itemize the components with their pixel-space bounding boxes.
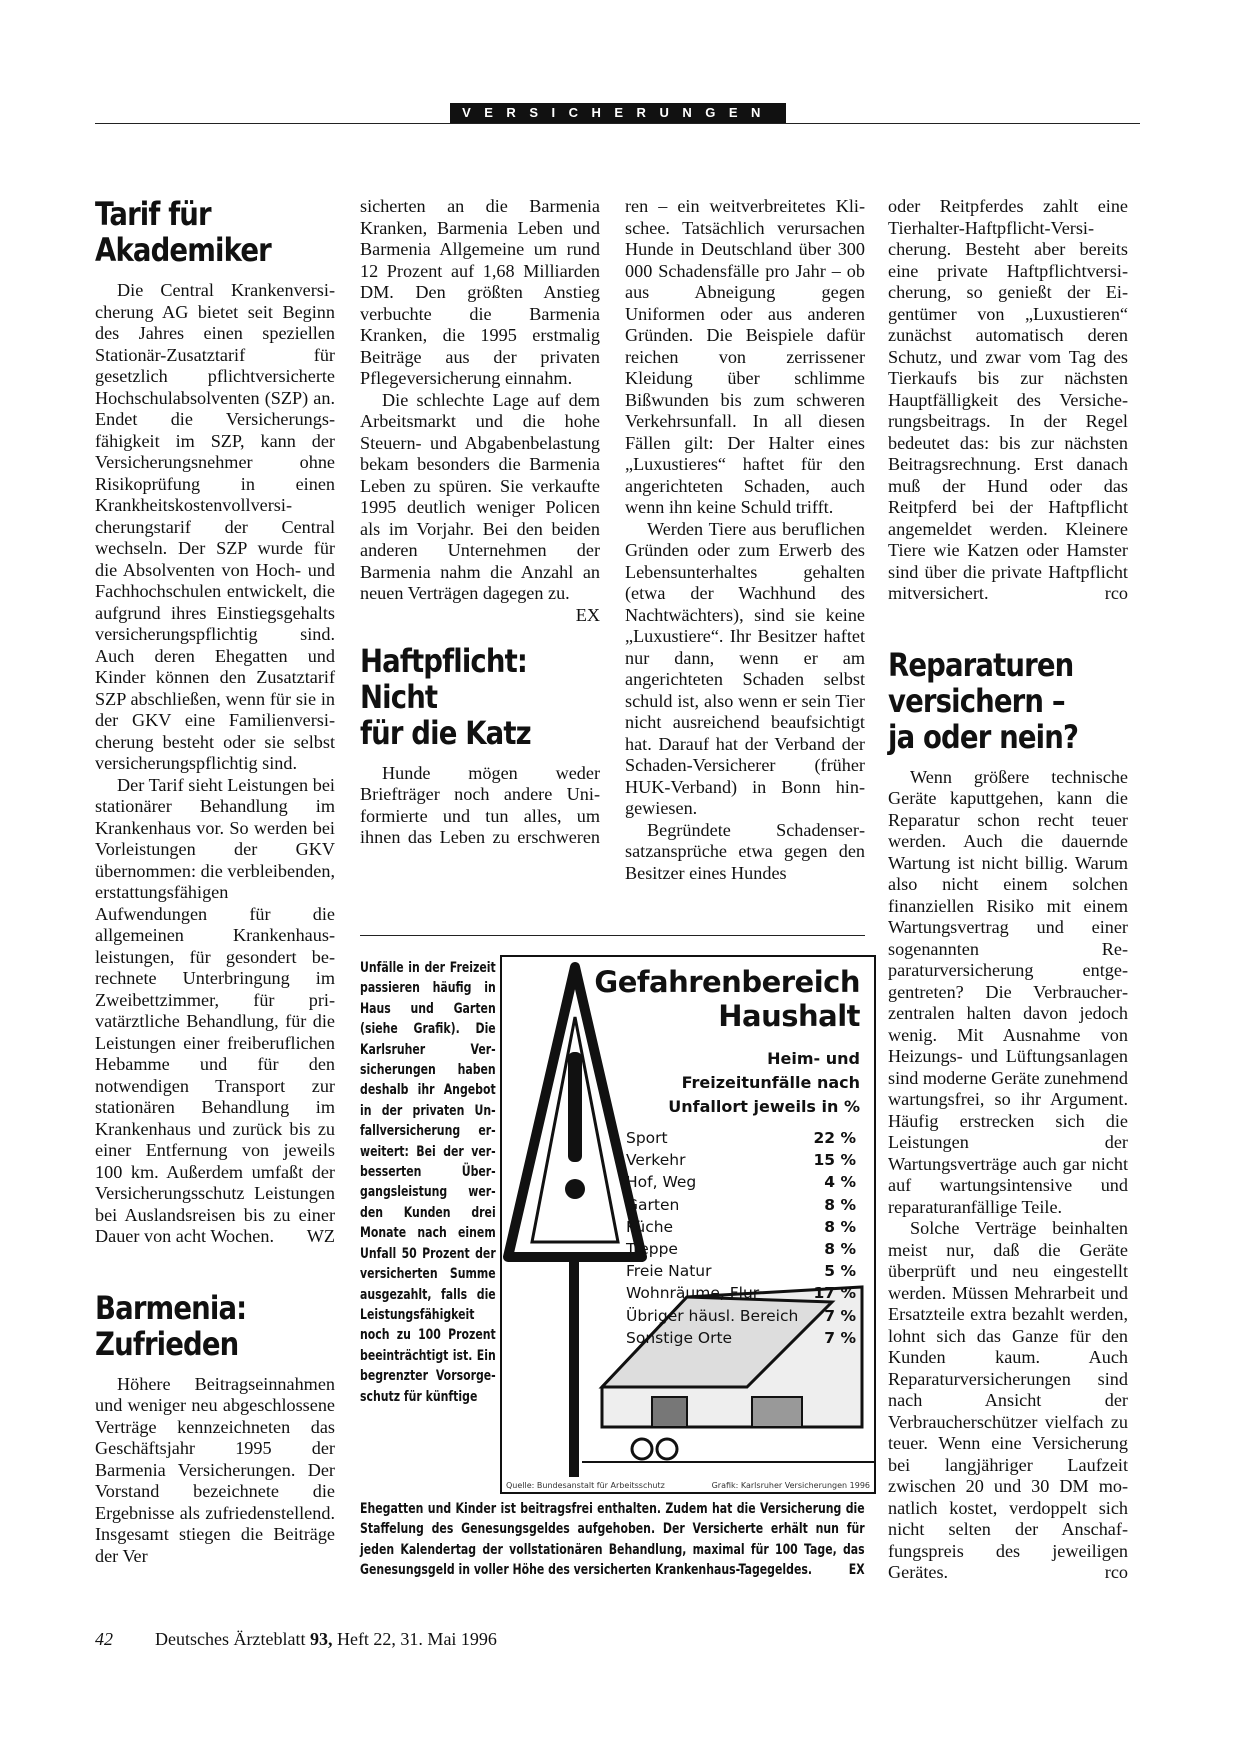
table-row-value: 8 % (824, 1239, 856, 1258)
graphic-title: Gefahrenbereich Haushalt (594, 965, 860, 1033)
table-row-value: 4 % (824, 1173, 856, 1192)
sidebar-signature: EX (848, 1562, 865, 1579)
table-row (626, 1194, 856, 1216)
article-2-title-line: Barmenia: (95, 1288, 247, 1327)
graphic-subtitle: Heim- und Freizeitunfälle nach Unfallort jeweils in % (668, 1049, 860, 1116)
table-row (626, 1171, 856, 1193)
table-row-label: Treppe (626, 1239, 678, 1258)
journal-issue: Heft 22, 31. Mai 1996 (336, 1629, 497, 1649)
table-row-value: 15 % (813, 1151, 856, 1170)
article-4-paragraph: Wenn größere technische Geräte kaputtgehen, kann die Reparatur schon recht teuer werden. Auch die dauernde Wartung ist nicht billig. Warum also nicht einem solchen finanziellen Risiko mit einem Wartungsvertrag und einer sogenannten Reparaturversicherung entgegentreten? Die Verbraucherzentralen halten davon jedoch wenig. Mit Ausnahme von Heizungs- und Lüftungsanlagen sind moderne Geräte zunehmend wartungsfrei, so ihr Argument. Häufig erstrecken sich die Leistungen der Wartungsverträge auch gar nicht auf wartungsintensive und reparaturanfällige Teile. (888, 766, 1128, 1217)
section-kicker: VERSICHERUNGEN (450, 103, 786, 123)
table-row (626, 1149, 856, 1171)
article-1-paragraph: Der Tarif sieht Leistungen bei stationärer Behandlung im Krankenhaus vor. So werden bei Vorleistungen der GKV übernommen: die verbleibenden, erstattungsfähigen Aufwendungen für die allgemeinen Krankenhausleistungen, für gesondert berechnete Unterbringung im Zweibettzimmer, für privatärztliche Behandlung, für die Leistungen einer freiberuflichen Hebamme und für den notwendigen Transport zur stationären Behandlung im Krankenhaus und zurück bis zu einer Entfernung von jeweils 100 km. Außerdem umfaßt der Versicherungsschutz Leistungen bei Auslandsreisen bis zu einer Dauer von acht Wochen. WZ (95, 774, 335, 1246)
table-row-label: Verkehr (626, 1151, 686, 1170)
table-row-label: Wohnräume, Flur (626, 1284, 760, 1303)
table-row-value: 8 % (824, 1217, 856, 1236)
accident-graphic (500, 955, 876, 1494)
article-3-title-line: Haftpflicht: (360, 641, 528, 680)
article-2-paragraph-continued: sicherten an die Barmenia Kranken, Barmenia Leben und Barmenia Allgemeine um rund 12 Prozent auf 1,68 Milliarden DM. Den größten Anstieg verbuchte die Barmenia Kranken, die 1995 erstmalig Beiträge aus der privaten Pflegeversicherung einnahm. (360, 196, 600, 388)
sidebar-text-wide: Ehegatten und Kinder ist beitragsfrei enthalten. Zudem hat die Versicherung die Staffelung des Genesungsgeldes aufgehoben. Der Versicherte erhält nun für jeden Kalendertag der vollstationären Behandlung, maximal für 100 Tage, das Genesungsgeld in voller Höhe des versicherten Krankenhaus-Tagegeldes. EX (360, 1499, 865, 1581)
article-2-paragraph: Höhere Beitragseinnahmen und weniger neu abgeschlossene Verträge kennzeichneten das Geschäftsjahr 1995 der Barmenia Versicherungen. Der Vorstand bezeichnete die Ergebnisse als zufriedenstellend. Insgesamt stiegen die Beiträge der Ver (95, 1373, 335, 1566)
journal-volume: 93, (309, 1629, 333, 1649)
article-4-title-line: versichern – (888, 681, 1065, 720)
table-row-value: 7 % (824, 1328, 856, 1347)
table-row (626, 1260, 856, 1282)
article-4-signature: rco (1104, 1562, 1128, 1582)
table-row (626, 1282, 856, 1304)
graphic-source: Quelle: Bundesanstalt für Arbeitsschutz (506, 1481, 665, 1490)
article-3-signature: rco (1104, 583, 1128, 603)
page-number: 42 (95, 1629, 113, 1649)
table-row-value: 22 % (813, 1129, 856, 1147)
sidebar-rule (360, 935, 865, 936)
journal-line (155, 1629, 497, 1650)
graphic-credit: Grafik: Karlsruher Versicherungen 1996 (711, 1481, 870, 1490)
table-row-value: 8 % (824, 1195, 856, 1214)
article-2-signature: EX (575, 604, 600, 625)
table-row-label: Freie Natur (626, 1262, 712, 1281)
table-row-value: 17 % (813, 1284, 856, 1303)
column-1 (95, 196, 335, 1567)
article-1-paragraph: Die Central Krankenversicherung AG bietet seit Beginn des Jahres einen speziellen Stationär-Zusatztarif für gesetzlich pflichtversicherte Hochschulabsolventen (SZP) an. Endet die Versicherungsfähigkeit im SZP, kann der Versicherungsnehmer ohne Risikoprüfung in einen Krankheitskostenvollversicherungstarif der Central wechseln. Der SZP wurde für die Absolventen von Hoch- und Fachhochschulen entwickelt, die aufgrund ihres Einstiegsgehalts versicherungspflichtig sind. Auch deren Ehegatten und Kinder können den Zusatztarif SZP abschließen, wenn für sie in der GKV eine Familienversicherung besteht oder sie selbst versicherungspflichtig sind. (95, 280, 335, 773)
article-3-paragraph-end: oder Reitpferdes zahlt eine Tierhalter-Haftpflicht-Versicherung. Besteht aber bereits eine private Haftpflichtversicherung, so genießt der Eigentümer von „Luxustieren“ zunächst automatisch deren Schutz, und zwar vom Tag des Tierkaufs bis zur nächsten Hauptfälligkeit des Versicherungsbeitrags. In der Regel bedeutet das: bis zur nächsten Beitragsrechnung. Erst danach muß der Hund oder das Reitpferd bei der Haftpflicht angemeldet werden. Kleinere Tiere wie Katzen oder Hamster sind über die private Haftpflicht mitversichert. rco (888, 196, 1128, 603)
sidebar-text: Unfälle in der Freizeit passieren häufig in Haus und Garten (siehe Grafik). Die Karlsruher Versicherungen haben deshalb ihr Angebot in der privaten Unfallversicherung erweitert: Bei der verbesserten Übergangsleistung werden Kunden drei Monate nach einem Unfall 50 Prozent der versicherten Summe ausgezahlt, falls die Leistungsfähigkeit noch zu 100 Prozent beeinträchtigt ist. Ein begrenzter Vorsorgeschutz für künftige (360, 960, 496, 1405)
article-3-paragraph: Werden Tiere aus beruflichen Gründen oder zum Erwerb des Lebensunterhaltes gehalten (etwa der Wachhund des Nachtwächters), sind sie keine „Luxustiere“. Ihr Besitzer haftet nur dann, wenn er am angerichteten Schaden selbst schuld ist, also wenn er sein Tier nicht ausreichend beaufsichtigt hat. Darauf hat der Verband der Schaden-Versicherer (früher HUK-Verband) in Bonn hingewiesen. (625, 518, 865, 818)
table-row-label: Hof, Weg (626, 1173, 697, 1192)
article-4-title-line: ja oder nein? (888, 717, 1079, 756)
article-1-title-line: Akademiker (95, 231, 271, 269)
table-row-label: Küche (626, 1217, 674, 1236)
table-row (626, 1238, 856, 1260)
article-1-signature: WZ (306, 1226, 335, 1246)
accident-table (626, 1127, 856, 1349)
journal-name: Deutsches Ärzteblatt (155, 1629, 306, 1649)
article-1-title-line: Tarif für (95, 195, 211, 233)
table-row-label: Übriger häusl. Bereich (626, 1306, 799, 1325)
table-row (626, 1127, 856, 1149)
table-row-value: 7 % (824, 1306, 856, 1325)
column-3 (625, 196, 865, 884)
table-row-label: Sport (626, 1129, 668, 1147)
column-2 (360, 196, 600, 849)
article-3-paragraph-continued: ren – ein weitverbreitetes Klischee. Tatsächlich verursachen Hunde in Deutschland über 300 000 Schadensfälle pro Jahr – ob aus Abneigung gegen Uniformen oder aus anderen Gründen. Die Beispiele dafür reichen von zerrissener Kleidung über schlimme Bißwunden bis zum schweren Verkehrsunfall. In all diesen Fällen gilt: Der Halter eines „Luxustieres“ haftet für den angerichteten Schaden, auch wenn ihn keine Schuld trifft. (625, 196, 865, 517)
article-4-title-line: Reparaturen (888, 645, 1074, 684)
table-row-value: 5 % (824, 1262, 856, 1281)
column-4 (888, 196, 1128, 1584)
article-3-paragraph: Begründete Schadensersatzansprüche etwa gegen den Besitzer eines Hundes (625, 819, 865, 883)
article-3-title-line: für die Katz (360, 713, 531, 752)
article-4-paragraph: Solche Verträge beinhalten meist nur, daß die Geräte überprüft und neu eingestellt werden. Müssen Mehrarbeit und Ersatzteile extra bezahlt werden, lohnt sich das Ganze für den Kunden kaum. Auch Reparaturversicherungen sind nach Ansicht der Verbraucherschützer vielfach zu teuer. Wenn eine Versicherung bei langjähriger Laufzeit zwischen 20 und 30 DM monatlich kostet, verdoppelt sich nicht selten der Anschaffungspreis des jeweiligen Gerätes. rco (888, 1218, 1128, 1582)
article-3-title-line: Nicht (360, 677, 438, 716)
table-row (626, 1327, 856, 1349)
article-2-paragraph: Die schlechte Lage auf dem Arbeitsmarkt und die hohe Steuern- und Abgabenbelastung bekam besonders die Barmenia Leben zu spüren. Sie verkaufte 1995 deutlich weniger Policen als im Vorjahr. Bei den beiden anderen Unternehmen der Barmenia nahm die Anzahl an neuen Verträgen dagegen zu. EX (360, 389, 600, 625)
table-row-label: Sonstige Orte (626, 1328, 733, 1347)
table-row (626, 1216, 856, 1238)
header-rule (95, 123, 1140, 124)
article-2-title-line: Zufrieden (95, 1324, 239, 1363)
table-row-label: Garten (626, 1195, 680, 1214)
article-3-paragraph: Hunde mögen weder Briefträger noch andere Uniformierte und tun alles, um ihnen das Leben zu erschweren (360, 762, 600, 847)
table-row (626, 1305, 856, 1327)
